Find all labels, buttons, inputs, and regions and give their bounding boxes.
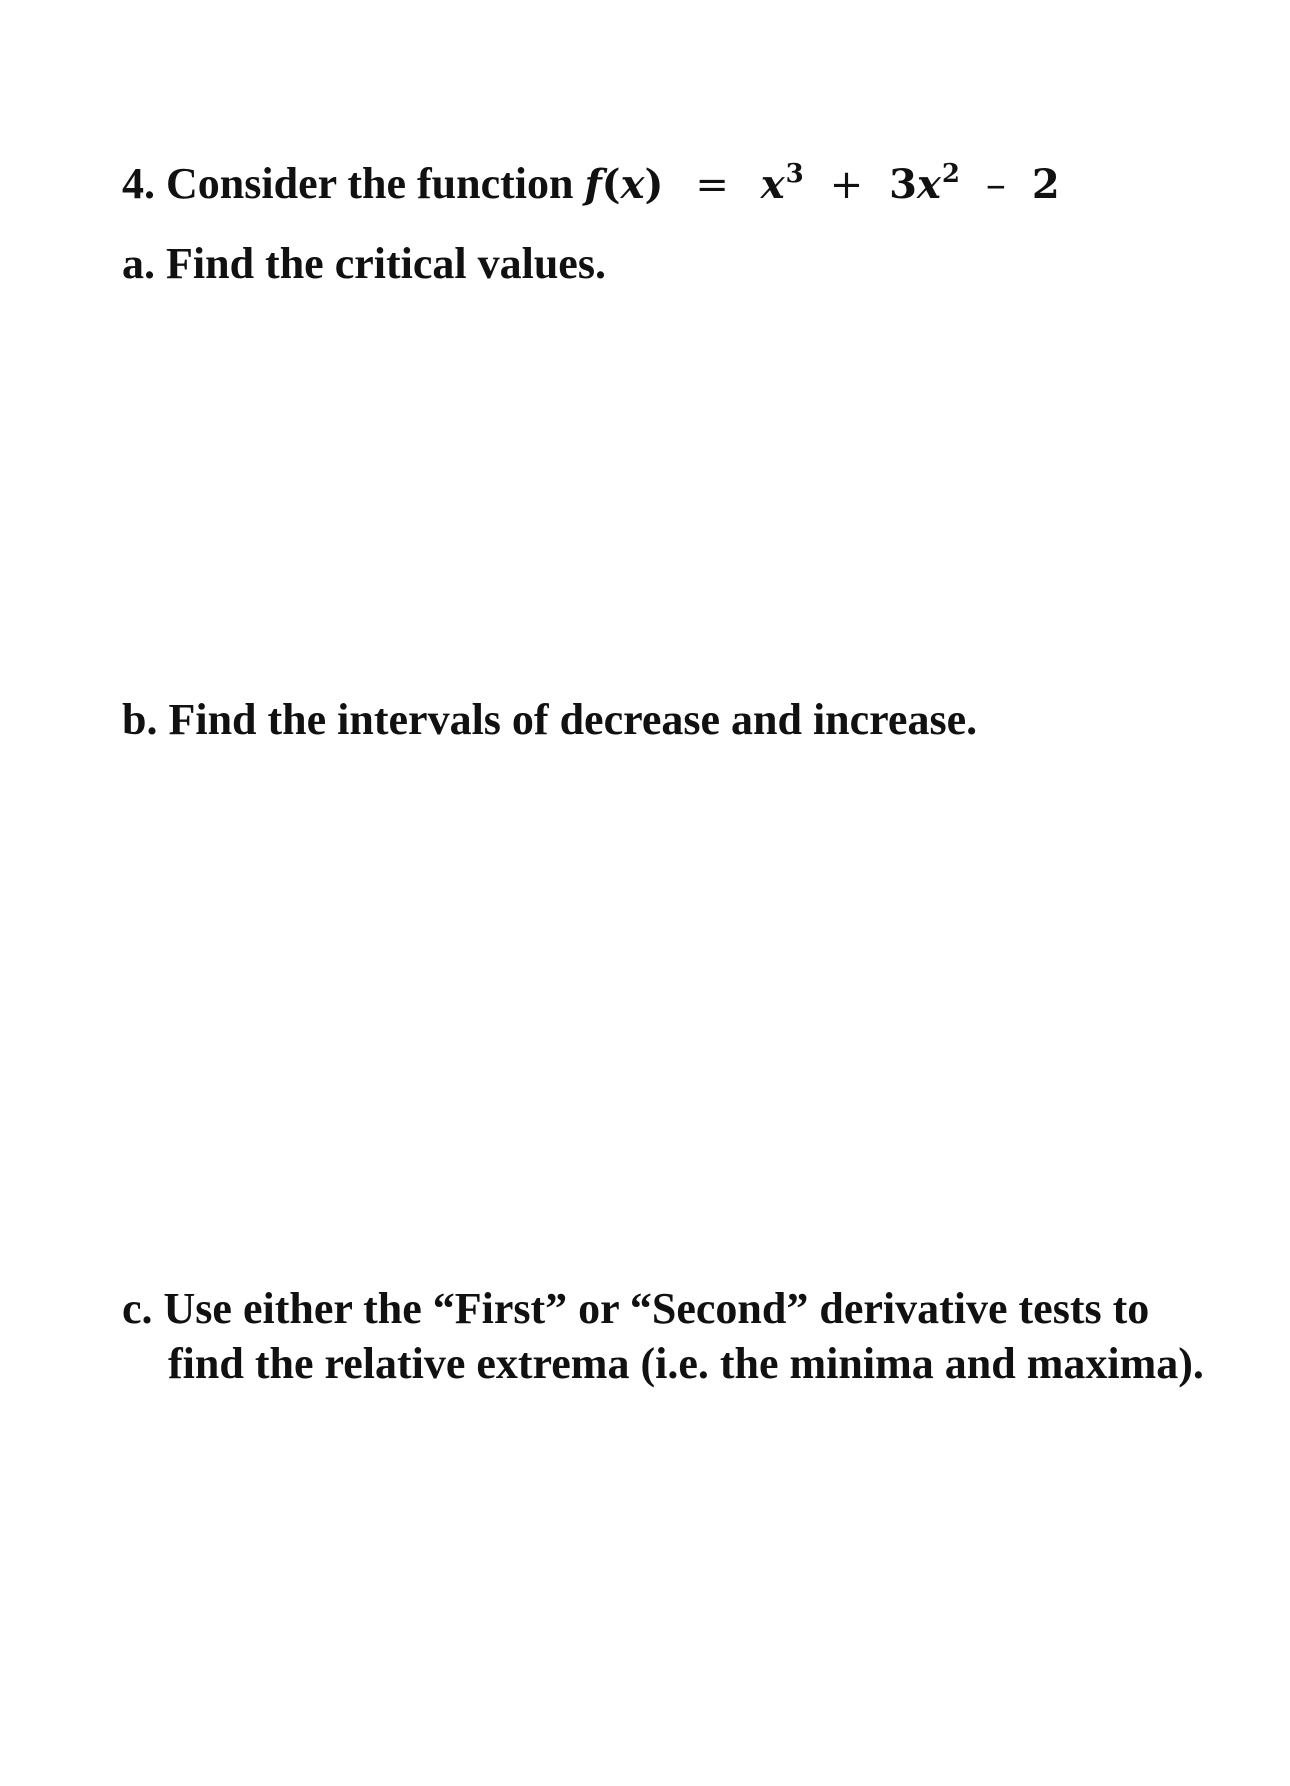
question-number-text: 4. Consider the function	[122, 159, 574, 208]
formula-term2-coef: 3	[889, 161, 917, 208]
formula-equals: =	[695, 162, 729, 208]
formula-minus: –	[985, 162, 1006, 208]
question-heading	[122, 159, 1060, 208]
part-a-text: a. Find the critical values.	[122, 239, 606, 288]
part-c-text-line2: find the relative extrema (i.e. the minima and maxima).	[168, 1339, 1204, 1388]
formula-close-paren: )	[644, 161, 664, 208]
formula-term1-base: x	[760, 161, 785, 208]
formula-f: f	[584, 161, 602, 208]
formula-plus: +	[829, 162, 864, 208]
formula-term2-base: x	[916, 161, 941, 208]
part-c-text-line1: c. Use either the “First” or “Second” derivative tests to	[122, 1284, 1150, 1333]
formula-term2-exp: 2	[941, 159, 960, 189]
part-b-text: b. Find the intervals of decrease and increase.	[122, 695, 978, 744]
formula-constant: 2	[1031, 161, 1060, 208]
formula-term1-exp: 3	[785, 159, 804, 189]
function-formula	[584, 161, 1059, 208]
formula-var: x	[620, 161, 645, 208]
formula-open-paren: (	[601, 161, 621, 208]
